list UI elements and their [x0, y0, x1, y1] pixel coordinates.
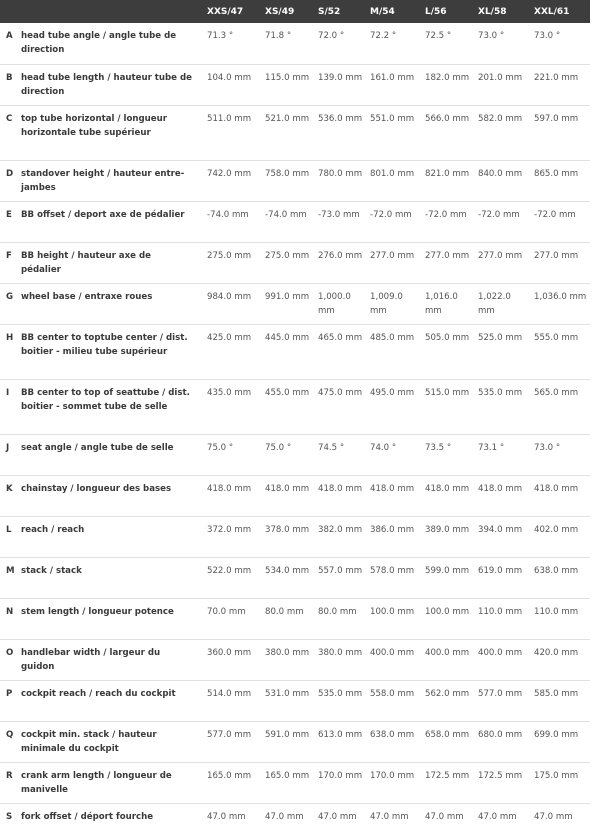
row-value: 425.0 mm — [207, 332, 252, 343]
row-value: 555.0 mm — [534, 332, 579, 343]
row-value: 75.0 ° — [207, 442, 234, 453]
row-value: 400.0 mm — [425, 647, 470, 658]
row-label: top tube horizontal / longueur horizontale tube supérieur — [21, 113, 167, 138]
row-value: 535.0 mm — [318, 688, 363, 699]
row-value: 582.0 mm — [478, 113, 523, 124]
row-value: 110.0 mm — [534, 606, 579, 617]
row-label: wheel base / entraxe roues — [21, 291, 153, 302]
row-value: 418.0 mm — [207, 483, 252, 494]
row-value: 72.2 ° — [370, 31, 397, 41]
row-value: 619.0 mm — [478, 565, 523, 576]
row-value: 382.0 mm — [318, 524, 363, 535]
table-row — [0, 516, 590, 557]
table-body — [0, 23, 590, 824]
row-value: 475.0 mm — [318, 387, 363, 398]
row-value: 277.0 mm — [478, 250, 523, 261]
row-value: 400.0 mm — [478, 647, 523, 658]
row-value: 172.5 mm — [478, 770, 523, 781]
row-value: 1,000.0 mm — [318, 291, 351, 316]
row-value: 522.0 mm — [207, 565, 252, 576]
row-value: 73.5 ° — [425, 442, 452, 453]
row-letter: S — [6, 811, 13, 822]
row-value: 139.0 mm — [318, 72, 363, 83]
row-value: 221.0 mm — [534, 72, 579, 83]
row-value: 277.0 mm — [534, 250, 579, 261]
row-value: 562.0 mm — [425, 688, 470, 699]
row-letter: N — [6, 606, 14, 617]
row-value: 47.0 mm — [370, 811, 409, 822]
row-value: 801.0 mm — [370, 168, 415, 179]
row-value: 276.0 mm — [318, 250, 363, 261]
row-value: 104.0 mm — [207, 72, 252, 83]
size-header: XXS/47 — [207, 6, 244, 17]
row-value: 72.5 ° — [425, 31, 452, 41]
table-row — [0, 803, 590, 824]
row-value: 577.0 mm — [207, 729, 252, 740]
row-value: 275.0 mm — [265, 250, 310, 261]
row-value: 435.0 mm — [207, 387, 252, 398]
row-value: 73.0 ° — [534, 442, 561, 453]
table-row — [0, 557, 590, 598]
row-value: 418.0 mm — [370, 483, 415, 494]
table-row — [0, 242, 590, 283]
row-value: -74.0 mm — [207, 209, 249, 220]
row-value: 531.0 mm — [265, 688, 310, 699]
row-value: 465.0 mm — [318, 332, 363, 343]
row-value: 515.0 mm — [425, 387, 470, 398]
row-value: 418.0 mm — [265, 483, 310, 494]
row-value: 360.0 mm — [207, 647, 252, 658]
row-value: 525.0 mm — [478, 332, 523, 343]
row-value: 170.0 mm — [318, 770, 363, 781]
row-value: 485.0 mm — [370, 332, 415, 343]
row-label: cockpit min. stack / hauteur minimale du cockpit — [21, 729, 157, 754]
table-row — [0, 324, 590, 379]
row-label: cockpit reach / reach du cockpit — [21, 688, 176, 699]
row-value: 551.0 mm — [370, 113, 415, 124]
row-label: BB center to top of seattube / dist. boitier - sommet tube de selle — [21, 387, 190, 412]
row-value: 47.0 mm — [534, 811, 573, 822]
row-value: 534.0 mm — [265, 565, 310, 576]
row-value: 455.0 mm — [265, 387, 310, 398]
row-label: BB center to toptube center / dist. boitier - milieu tube supérieur — [21, 332, 188, 357]
row-value: 638.0 mm — [534, 565, 579, 576]
row-value: 511.0 mm — [207, 113, 252, 124]
row-value: 613.0 mm — [318, 729, 363, 740]
size-header: L/56 — [425, 6, 447, 17]
row-letter: A — [6, 31, 13, 41]
row-label: seat angle / angle tube de selle — [21, 442, 174, 453]
row-value: 201.0 mm — [478, 72, 523, 83]
row-value: 699.0 mm — [534, 729, 579, 740]
row-letter: C — [6, 113, 13, 124]
row-value: 591.0 mm — [265, 729, 310, 740]
table-row — [0, 283, 590, 324]
row-value: 597.0 mm — [534, 113, 579, 124]
row-letter: G — [6, 291, 14, 302]
table-header — [0, 0, 590, 23]
row-label: stack / stack — [21, 565, 82, 576]
row-value: 1,036.0 mm — [534, 291, 587, 302]
row-value: 566.0 mm — [425, 113, 470, 124]
row-value: 73.0 ° — [478, 31, 505, 41]
row-value: 161.0 mm — [370, 72, 415, 83]
row-letter: I — [6, 387, 10, 398]
row-value: 380.0 mm — [318, 647, 363, 658]
row-value: 418.0 mm — [534, 483, 579, 494]
row-value: 742.0 mm — [207, 168, 252, 179]
row-value: 74.5 ° — [318, 442, 345, 453]
header-label — [21, 0, 201, 23]
row-letter: K — [6, 483, 13, 494]
row-value: 277.0 mm — [425, 250, 470, 261]
row-letter: F — [6, 250, 12, 261]
row-value: -72.0 mm — [425, 209, 467, 220]
table-row — [0, 201, 590, 242]
table-row — [0, 475, 590, 516]
row-value: 165.0 mm — [265, 770, 310, 781]
row-value: -73.0 mm — [318, 209, 360, 220]
row-value: 578.0 mm — [370, 565, 415, 576]
row-value: 75.0 ° — [265, 442, 292, 453]
row-label: head tube angle / angle tube de direction — [21, 31, 177, 55]
header-letter — [0, 0, 21, 23]
row-value: 418.0 mm — [318, 483, 363, 494]
row-value: 840.0 mm — [478, 168, 523, 179]
row-value: 71.3 ° — [207, 31, 234, 41]
row-label: crank arm length / longueur de manivelle — [21, 770, 172, 795]
row-value: 47.0 mm — [318, 811, 357, 822]
row-value: 1,016.0 mm — [425, 291, 458, 316]
row-value: 73.1 ° — [478, 442, 505, 453]
row-value: 418.0 mm — [478, 483, 523, 494]
row-value: 558.0 mm — [370, 688, 415, 699]
row-value: 74.0 ° — [370, 442, 397, 453]
row-value: 536.0 mm — [318, 113, 363, 124]
size-header: S/52 — [318, 6, 341, 17]
table-row — [0, 379, 590, 434]
row-value: 71.8 ° — [265, 31, 292, 41]
row-value: 73.0 ° — [534, 31, 561, 41]
row-value: 585.0 mm — [534, 688, 579, 699]
row-label: stem length / longueur potence — [21, 606, 174, 617]
row-value: 420.0 mm — [534, 647, 579, 658]
table-row — [0, 160, 590, 201]
row-value: 505.0 mm — [425, 332, 470, 343]
row-letter: L — [6, 524, 12, 535]
row-value: 758.0 mm — [265, 168, 310, 179]
row-value: 170.0 mm — [370, 770, 415, 781]
row-value: 72.0 ° — [318, 31, 345, 41]
row-value: 638.0 mm — [370, 729, 415, 740]
table-row — [0, 105, 590, 160]
row-value: 400.0 mm — [370, 647, 415, 658]
row-label: handlebar width / largeur du guidon — [21, 647, 161, 672]
row-value: 47.0 mm — [478, 811, 517, 822]
row-value: 47.0 mm — [207, 811, 246, 822]
row-value: 47.0 mm — [425, 811, 464, 822]
row-letter: Q — [6, 729, 14, 740]
row-value: 984.0 mm — [207, 291, 252, 302]
row-value: -72.0 mm — [534, 209, 576, 220]
row-value: 599.0 mm — [425, 565, 470, 576]
row-value: 172.5 mm — [425, 770, 470, 781]
row-label: head tube length / hauteur tube de direction — [21, 72, 192, 97]
row-value: 378.0 mm — [265, 524, 310, 535]
row-letter: E — [6, 209, 12, 220]
table-row — [0, 721, 590, 762]
row-letter: J — [6, 442, 10, 453]
row-value: 1,009.0 mm — [370, 291, 403, 316]
row-value: 100.0 mm — [370, 606, 415, 617]
row-value: 521.0 mm — [265, 113, 310, 124]
row-value: 821.0 mm — [425, 168, 470, 179]
row-value: 70.0 mm — [207, 606, 246, 617]
row-value: 182.0 mm — [425, 72, 470, 83]
row-letter: D — [6, 168, 14, 179]
row-value: 380.0 mm — [265, 647, 310, 658]
row-label: BB height / hauteur axe de pédalier — [21, 250, 151, 275]
row-value: 275.0 mm — [207, 250, 252, 261]
row-label: chainstay / longueur des bases — [21, 483, 172, 494]
row-value: 418.0 mm — [425, 483, 470, 494]
row-value: 80.0 mm — [318, 606, 357, 617]
row-value: 680.0 mm — [478, 729, 523, 740]
row-letter: P — [6, 688, 13, 699]
row-letter: H — [6, 332, 14, 343]
row-value: 445.0 mm — [265, 332, 310, 343]
row-label: fork offset / déport fourche — [21, 811, 154, 822]
row-value: 565.0 mm — [534, 387, 579, 398]
row-letter: M — [6, 565, 15, 576]
row-value: 80.0 mm — [265, 606, 304, 617]
row-value: 47.0 mm — [265, 811, 304, 822]
row-value: 780.0 mm — [318, 168, 363, 179]
row-value: 557.0 mm — [318, 565, 363, 576]
row-value: 389.0 mm — [425, 524, 470, 535]
row-value: 1,022.0 mm — [478, 291, 511, 316]
row-label: standover height / hauteur entre-jambes — [21, 168, 185, 193]
row-value: 110.0 mm — [478, 606, 523, 617]
size-header: XS/49 — [265, 6, 295, 17]
table-row — [0, 598, 590, 639]
table-row — [0, 434, 590, 475]
row-label: BB offset / deport axe de pédalier — [21, 209, 185, 220]
row-value: 658.0 mm — [425, 729, 470, 740]
row-letter: B — [6, 72, 13, 83]
row-value: 495.0 mm — [370, 387, 415, 398]
row-value: 577.0 mm — [478, 688, 523, 699]
table-row — [0, 639, 590, 680]
table-row — [0, 680, 590, 721]
row-value: 514.0 mm — [207, 688, 252, 699]
row-value: 535.0 mm — [478, 387, 523, 398]
row-value: -72.0 mm — [478, 209, 520, 220]
row-value: 386.0 mm — [370, 524, 415, 535]
row-value: 277.0 mm — [370, 250, 415, 261]
row-value: 165.0 mm — [207, 770, 252, 781]
header-row — [0, 0, 590, 23]
row-value: 991.0 mm — [265, 291, 310, 302]
row-letter: O — [6, 647, 14, 658]
row-value: 175.0 mm — [534, 770, 579, 781]
row-letter: R — [6, 770, 13, 781]
table-row — [0, 23, 590, 64]
row-value: -74.0 mm — [265, 209, 307, 220]
row-value: 372.0 mm — [207, 524, 252, 535]
row-label: reach / reach — [21, 524, 85, 535]
row-value: 115.0 mm — [265, 72, 310, 83]
size-header: M/54 — [370, 6, 395, 17]
row-value: 100.0 mm — [425, 606, 470, 617]
size-header: XL/58 — [478, 6, 507, 17]
row-value: 865.0 mm — [534, 168, 579, 179]
table-row — [0, 64, 590, 105]
size-header: XXL/61 — [534, 6, 570, 17]
row-value: 402.0 mm — [534, 524, 579, 535]
table-row — [0, 762, 590, 803]
row-value: -72.0 mm — [370, 209, 412, 220]
row-value: 394.0 mm — [478, 524, 523, 535]
